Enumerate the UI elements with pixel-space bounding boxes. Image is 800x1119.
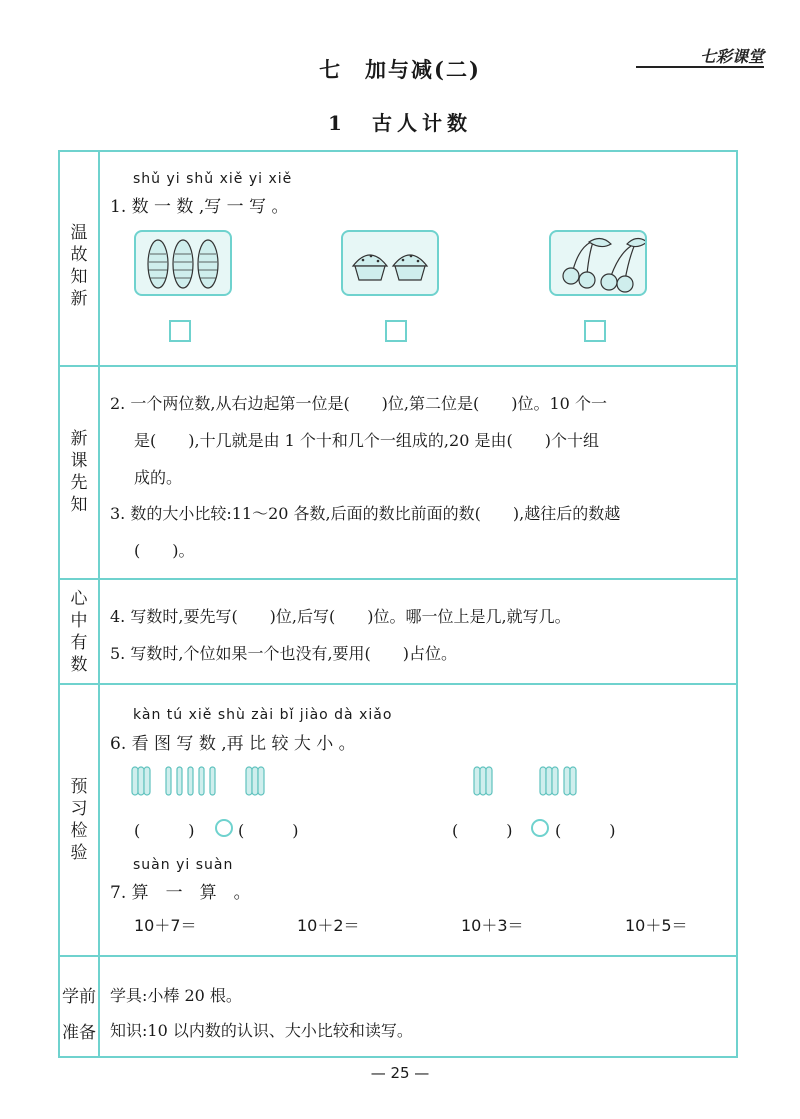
corn-picture [134, 230, 232, 296]
brand-logo: 七彩课堂 [699, 47, 764, 66]
q7-pinyin: suàn yi suàn [133, 857, 234, 873]
cherry-icon [551, 232, 645, 294]
pre-study-tools: 学具:小棒 20 根。 [110, 986, 242, 1005]
equation: 10＋3＝ [461, 916, 524, 935]
q6-pinyin: kàn tú xiě shù zài bǐ jiào dà xiǎo [133, 707, 393, 723]
section-divider [58, 683, 738, 685]
muffin-picture [341, 230, 439, 296]
section-label-new-lesson: 新 课 先 知 [70, 429, 88, 515]
q7-text: 7. 算 一 算 。 [110, 883, 251, 903]
section-label-pre-study-1: 学前 [62, 987, 96, 1007]
lesson-title: 1 古人计数 [328, 111, 472, 135]
section-label-keep-in-mind: 心 中 有 数 [70, 589, 88, 675]
answer-box-cherry[interactable] [584, 320, 606, 342]
pre-study-knowledge: 知识:10 以内数的认识、大小比较和读写。 [110, 1021, 413, 1040]
equation: 10＋7＝ [134, 916, 197, 935]
q2-line3: 成的。 [134, 468, 183, 487]
q5-text: 5. 写数时,个位如果一个也没有,要用( )占位。 [110, 644, 458, 663]
label-column-divider [98, 150, 100, 1058]
equation: 10＋2＝ [297, 916, 360, 935]
section-label-preview-check: 预 习 检 验 [70, 777, 88, 863]
section-divider [58, 578, 738, 580]
cherry-picture [549, 230, 647, 296]
sticks-group-right [470, 765, 590, 797]
answer-box-muffin[interactable] [385, 320, 407, 342]
q2-line2: 是( ),十几就是由 1 个十和几个一组成的,20 是由( )个十组 [134, 431, 599, 450]
corn-icon [136, 232, 230, 294]
section-label-review: 温 故 知 新 [70, 223, 88, 309]
section-divider [58, 955, 738, 957]
equation: 10＋5＝ [625, 916, 688, 935]
chapter-title: 七 加与减(二) [319, 57, 481, 82]
compare-right-blank-b[interactable]: ( ) [555, 821, 616, 840]
compare-right-circle[interactable] [531, 819, 549, 837]
section-label-pre-study-2: 准备 [62, 1023, 96, 1043]
compare-left-blank-a[interactable]: ( ) [134, 821, 195, 840]
q4-text: 4. 写数时,要先写( )位,后写( )位。哪一位上是几,就写几。 [110, 607, 571, 626]
page-number: — 25 — [370, 1064, 430, 1082]
sticks-group-left [130, 765, 300, 797]
compare-left-blank-b[interactable]: ( ) [238, 821, 299, 840]
q1-text: 1. 数 一 数 ,写 一 写 。 [110, 197, 289, 217]
muffin-icon [343, 232, 437, 294]
section-divider [58, 365, 738, 367]
q1-pinyin: shǔ yi shǔ xiě yi xiě [133, 171, 293, 187]
answer-box-corn[interactable] [169, 320, 191, 342]
compare-left-circle[interactable] [215, 819, 233, 837]
q3-line1: 3. 数的大小比较:11～20 各数,后面的数比前面的数( ),越往后的数越 [110, 504, 621, 523]
q6-text: 6. 看 图 写 数 ,再 比 较 大 小 。 [110, 734, 356, 754]
compare-right-blank-a[interactable]: ( ) [452, 821, 513, 840]
q3-line2: ( )。 [134, 541, 195, 560]
q2-line1: 2. 一个两位数,从右边起第一位是( )位,第二位是( )位。10 个一 [110, 394, 607, 413]
